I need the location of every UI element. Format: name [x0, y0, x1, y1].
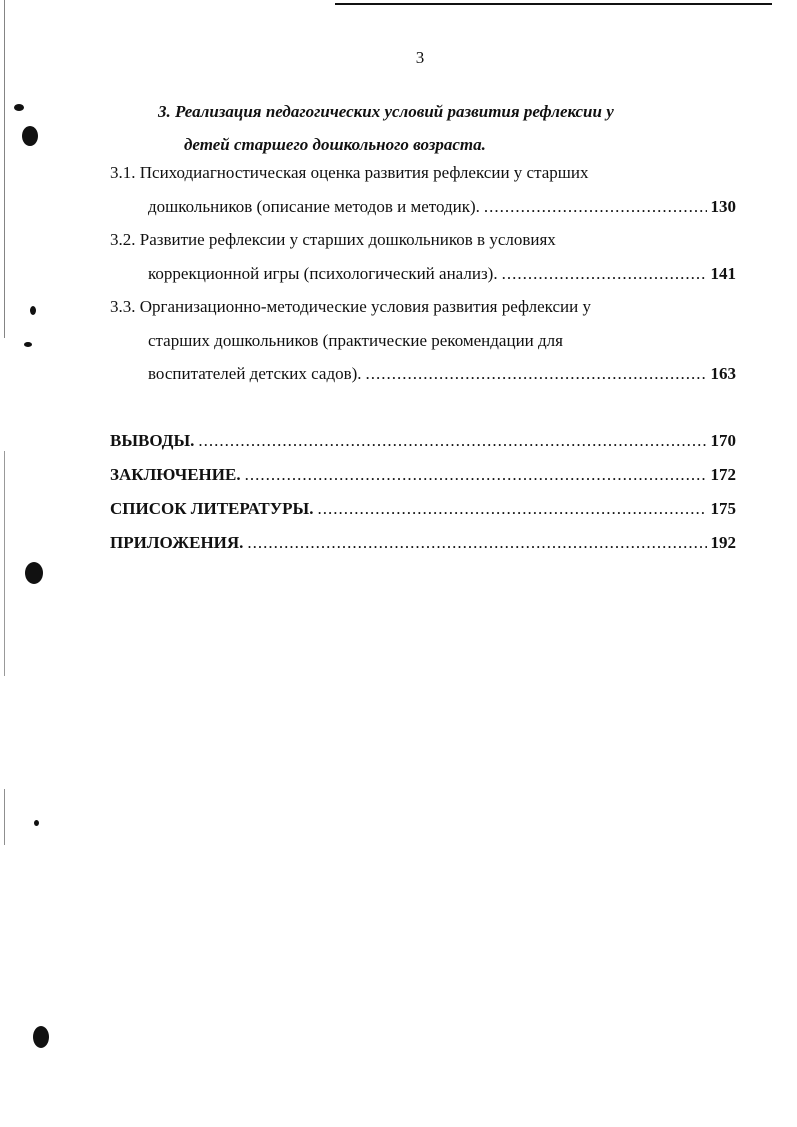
- section-appendices[interactable]: [110, 526, 736, 560]
- toc-entry-middle-line: старших дошкольников (практические рекомендации для: [148, 330, 563, 350]
- toc-entry-text: коррекционной игры (психологический анализ).: [148, 263, 498, 283]
- chapter-title-line-1: 3. Реализация педагогических условий развития рефлексии у: [158, 102, 614, 121]
- section-label: ЗАКЛЮЧЕНИЕ.: [110, 465, 241, 484]
- dot-leader: [366, 357, 707, 391]
- section-page-number: 170: [710, 431, 736, 450]
- page-number: 3: [415, 48, 425, 67]
- dot-leader: [198, 424, 706, 458]
- toc-page-number: 163: [710, 364, 736, 383]
- scan-speck: [24, 342, 32, 347]
- scan-speck: [33, 1026, 49, 1048]
- toc-page-number: 141: [710, 263, 736, 283]
- section-page-number: 172: [710, 465, 736, 484]
- toc-entry-last-line: [110, 357, 736, 391]
- toc-entry-3-1[interactable]: [110, 156, 736, 223]
- section-label: ПРИЛОЖЕНИЯ.: [110, 533, 244, 552]
- dot-leader: [318, 492, 707, 526]
- toc-entry-first-line: 3.2. Развитие рефлексии у старших дошкольников в условиях: [110, 230, 556, 249]
- toc-entry-first-line: 3.1. Психодиагностическая оценка развития рефлексии у старших: [110, 163, 589, 182]
- scan-speck: [14, 104, 24, 111]
- scan-top-rule: [335, 3, 772, 5]
- scan-left-edge: [4, 0, 5, 1127]
- section-list: [110, 424, 736, 560]
- dot-leader: [484, 190, 707, 224]
- chapter-title: [110, 95, 740, 161]
- section-bibliography[interactable]: [110, 492, 736, 526]
- scan-speck: [22, 126, 38, 146]
- toc-entry-text: воспитателей детских садов).: [148, 364, 362, 383]
- dot-leader: [245, 458, 707, 492]
- section-conclusions[interactable]: [110, 424, 736, 458]
- toc-entry-3-2[interactable]: [110, 223, 736, 290]
- scan-speck: [34, 820, 39, 826]
- dot-leader: [247, 526, 706, 560]
- chapter-title-line-2: детей старшего дошкольного возраста.: [184, 135, 486, 154]
- toc-entry-first-line: 3.3. Организационно-методические условия развития рефлексии у: [110, 297, 591, 316]
- section-final-remarks[interactable]: [110, 458, 736, 492]
- section-page-number: 192: [710, 533, 736, 552]
- toc-entry-last-line: [110, 257, 736, 291]
- toc-entry-last-line: [110, 190, 736, 224]
- toc-entry-3-3[interactable]: [110, 290, 736, 391]
- dot-leader: [502, 257, 707, 291]
- section-label: ВЫВОДЫ.: [110, 431, 195, 450]
- section-label: СПИСОК ЛИТЕРАТУРЫ.: [110, 499, 314, 518]
- scan-speck: [25, 562, 43, 584]
- section-page-number: 175: [710, 499, 736, 518]
- table-of-contents: [110, 156, 736, 391]
- scan-speck: [30, 306, 36, 315]
- toc-entry-text: дошкольников (описание методов и методик).: [148, 196, 480, 216]
- toc-page-number: 130: [710, 196, 736, 216]
